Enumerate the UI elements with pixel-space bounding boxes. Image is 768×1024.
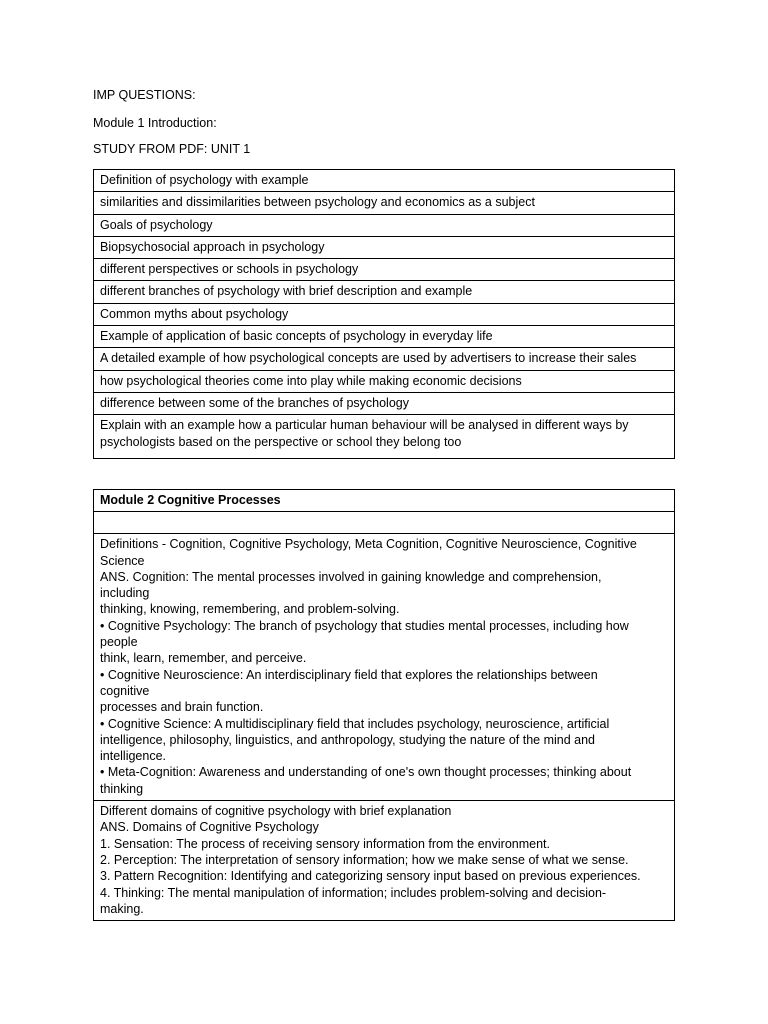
table-row: different branches of psychology with brief description and example bbox=[94, 281, 675, 303]
table-row: Goals of psychology bbox=[94, 214, 675, 236]
table-row: Explain with an example how a particular human behaviour will be analysed in different ways by psychologists based on the perspective or school they belong too bbox=[94, 415, 675, 459]
text-line: intelligence, philosophy, linguistics, and anthropology, studying the nature of the mind and bbox=[100, 732, 595, 747]
text-line: intelligence. bbox=[100, 749, 167, 764]
empty-row bbox=[94, 512, 675, 534]
module1-heading: Module 1 Introduction: bbox=[93, 116, 217, 130]
table-row: similarities and dissimilarities between psychology and economics as a subject bbox=[94, 192, 675, 214]
table-row: A detailed example of how psychological concepts are used by advertisers to increase their sales bbox=[94, 348, 675, 370]
imp-questions-heading: IMP QUESTIONS: bbox=[93, 88, 196, 102]
text-line: • Cognitive Science: A multidisciplinary field that includes psychology, neuroscience, artificial bbox=[100, 716, 610, 731]
text-line: including bbox=[100, 586, 150, 601]
table-row: Definition of psychology with example bbox=[94, 170, 675, 192]
text-line: Different domains of cognitive psychology with brief explanation bbox=[100, 804, 452, 819]
table-row: Example of application of basic concepts of psychology in everyday life bbox=[94, 326, 675, 348]
text-line: making. bbox=[100, 901, 144, 916]
table-row: different perspectives or schools in psychology bbox=[94, 259, 675, 281]
text-line: 2. Perception: The interpretation of sensory information; how we make sense of what we sense. bbox=[100, 852, 629, 867]
text-line: people bbox=[100, 635, 138, 650]
table-row: difference between some of the branches of psychology bbox=[94, 392, 675, 414]
text-line: ANS. Domains of Cognitive Psychology bbox=[100, 820, 319, 835]
text-line: thinking, knowing, remembering, and problem-solving. bbox=[100, 602, 400, 617]
text-line: Science bbox=[100, 553, 145, 568]
study-from-pdf-note: STUDY FROM PDF: UNIT 1 bbox=[93, 142, 251, 156]
text-line: think, learn, remember, and perceive. bbox=[100, 651, 307, 666]
text-line: • Meta-Cognition: Awareness and understanding of one's own thought processes; thinking about bbox=[100, 765, 632, 780]
text-line: ANS. Cognition: The mental processes involved in gaining knowledge and comprehension, bbox=[100, 569, 602, 584]
module2-title: Module 2 Cognitive Processes bbox=[94, 490, 675, 512]
table-row: Common myths about psychology bbox=[94, 303, 675, 325]
text-line: • Cognitive Psychology: The branch of psychology that studies mental processes, including how bbox=[100, 618, 629, 633]
table-row: Biopsychosocial approach in psychology bbox=[94, 236, 675, 258]
text-line: Definitions - Cognition, Cognitive Psychology, Meta Cognition, Cognitive Neuroscience, Cognitive bbox=[100, 537, 637, 552]
text-line: 1. Sensation: The process of receiving sensory information from the environment. bbox=[100, 836, 550, 851]
table-row: how psychological theories come into play while making economic decisions bbox=[94, 370, 675, 392]
module2-questions-table bbox=[93, 489, 675, 921]
domains-cell bbox=[94, 801, 675, 921]
definitions-cell bbox=[94, 534, 675, 801]
text-line: processes and brain function. bbox=[100, 700, 264, 715]
text-line: 3. Pattern Recognition: Identifying and categorizing sensory input based on previous experiences. bbox=[100, 869, 641, 884]
text-line: thinking bbox=[100, 781, 144, 796]
text-line: • Cognitive Neuroscience: An interdisciplinary field that explores the relationships between bbox=[100, 667, 598, 682]
text-line: 4. Thinking: The mental manipulation of information; includes problem-solving and decision- bbox=[100, 885, 607, 900]
module1-questions-table bbox=[93, 169, 675, 459]
text-line: cognitive bbox=[100, 683, 150, 698]
